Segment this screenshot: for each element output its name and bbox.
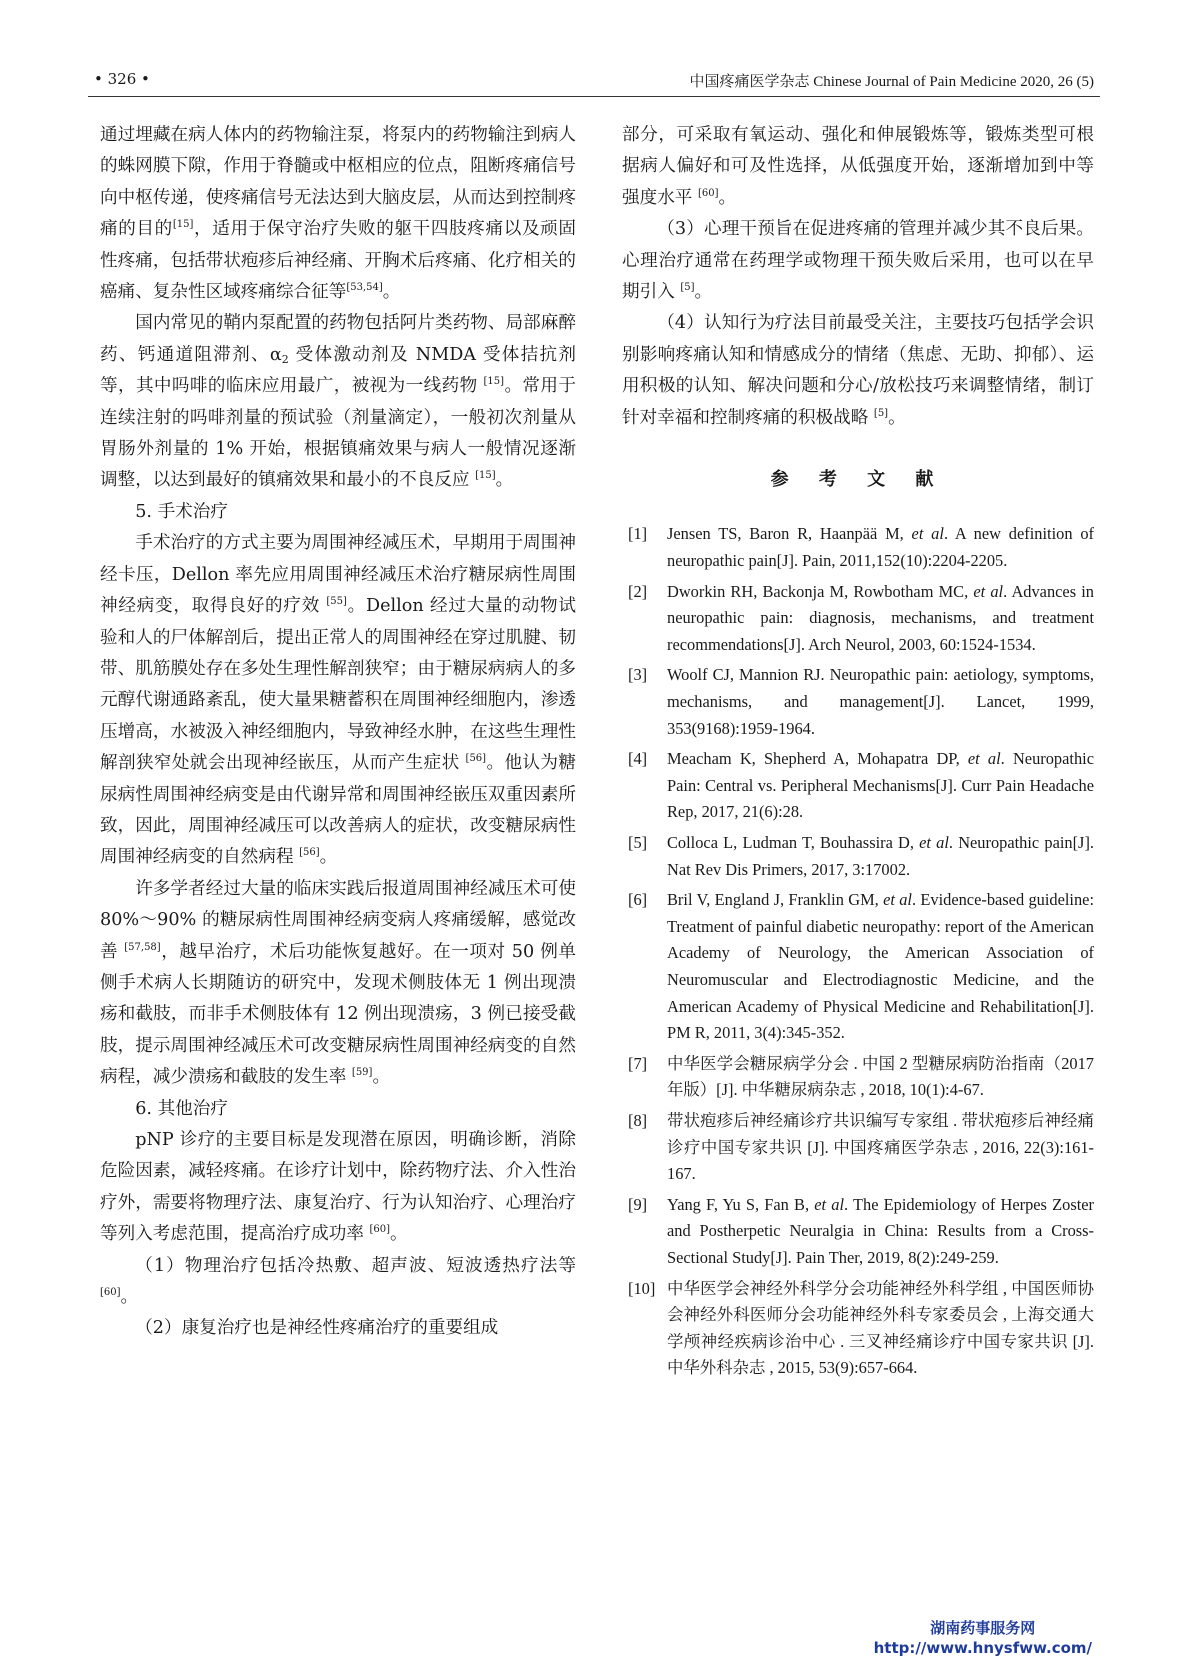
citation[interactable]: [59] xyxy=(351,1067,373,1079)
citation[interactable]: [60] xyxy=(100,1287,121,1299)
left-column xyxy=(100,120,576,1345)
section-heading: 5. 手术治疗 xyxy=(135,501,228,522)
paragraph: 通过埋藏在病人体内的药物输注泵，将泵内的药物输注到病人的蛛网膜下隙，作用于脊髓或中枢相应的位点，阻断疼痛信号向中枢传递，使疼痛信号无法达到大脑皮层，从而达到控制疼痛的目的[15]，适用于保守治疗失败的躯干四肢疼痛以及顽固性疼痛，包括带状疱疹后神经痛、开胸术后疼痛、化疗相关的癌痛、复杂性区域疼痛综合征等[53,54]。 xyxy=(100,125,576,303)
reference-item: [7] 中华医学会糖尿病学分会 . 中国 2 型糖尿病防治指南（2017 年版）[J]. 中华糖尿病杂志 , 2018, 10(1):4-67. xyxy=(628,1053,1094,1100)
right-column xyxy=(622,120,1094,1386)
citation[interactable]: [15] xyxy=(475,470,496,482)
citation[interactable]: [5] xyxy=(873,407,889,419)
journal-title: 中国疼痛医学杂志 Chinese Journal of Pain Medicine 2020, 26 (5) xyxy=(689,74,1094,90)
citation[interactable]: [57,58] xyxy=(124,941,161,953)
citation[interactable]: [60] xyxy=(697,187,719,199)
citation[interactable]: [56] xyxy=(299,847,320,859)
paragraph: （1）物理治疗包括冷热敷、超声波、短波透热疗法等 [60]。 xyxy=(100,1255,576,1308)
reference-item: [3] Woolf CJ, Mannion RJ. Neuropathic pain: aetiology, symptoms, mechanisms, and management[J]. Lancet, 1999, 353(9168):1959-1964. xyxy=(628,665,1094,738)
site-watermark xyxy=(874,1618,1092,1658)
watermark-site-name: 湖南药事服务网 xyxy=(930,1619,1036,1637)
paragraph: 许多学者经过大量的临床实践后报道周围神经减压术可使 80%～90% 的糖尿病性周围神经病变病人疼痛缓解，感觉改善 [57,58]，越早治疗，术后功能恢复越好。在一项对 50 例单侧手术病人长期随访的研究中，发现术侧肢体无 1 例出现溃疡和截肢，而非手术侧肢体有 12 例出现溃疡，3 例已接受截肢，提示周围神经减压术可改变糖尿病性周围神经病变的自然病程，减少溃疡和截肢的发生率 [59]。 xyxy=(100,878,577,1088)
paragraph: 国内常见的鞘内泵配置的药物包括阿片类药物、局部麻醉药、钙通道阻滞剂、$\alpha_2$ 受体激动剂及 NMDA 受体拮抗剂等，其中吗啡的临床应用最广，被视为一线药物 [15]。常用于连续注射的吗啡剂量的预试验（剂量滴定），一般初次剂量从胃肠外剂量的 1% 开始，根据镇痛效果与病人一般情况逐渐调整，以达到最好的镇痛效果和最小的不良反应 [15]。 xyxy=(100,313,576,491)
citation[interactable]: [56] xyxy=(465,753,487,765)
reference-item: [10] 中华医学会神经外科学分会功能神经外科学组 , 中国医师协会神经外科医师分会功能神经外科专家委员会 , 上海交通大学颅神经疾病诊治中心 . 三叉神经痛诊疗中国专家共识 [J]. 中华外科杂志 , 2015, 53(9):657-664. xyxy=(628,1278,1094,1378)
paragraph: 手术治疗的方式主要为周围神经减压术，早期用于周围神经卡压，Dellon 率先应用周围神经减压术治疗糖尿病性周围神经病变，取得良好的疗效 [55]。Dellon 经过大量的动物试验和人的尸体解剖后，提出正常人的周围神经在穿过肌腱、韧带、肌筋膜处存在多处生理性解剖狭窄；由于糖尿病病人的多元醇代谢通路紊乱，使大量果糖蓄积在周围神经细胞内，渗透压增高，水被汲入神经细胞内，导致神经水肿，在这些生理性解剖狭窄处就会出现神经嵌压，从而产生症状 [56]。他认为糖尿病性周围神经病变是由代谢异常和周围神经嵌压双重因素所致，因此，周围神经减压可以改善病人的症状，改变糖尿病性周围神经病变的自然病程 [56]。 xyxy=(100,533,576,868)
references-heading: 参 考 文 献 xyxy=(770,469,946,491)
reference-item: [8] 带状疱疹后神经痛诊疗共识编写专家组 . 带状疱疹后神经痛诊疗中国专家共识 [J]. 中国疼痛医学杂志 , 2016, 22(3):161-167. xyxy=(628,1110,1094,1184)
reference-item: [2] Dworkin RH, Backonja M, Rowbotham MC, et al. Advances in neuropathic pain: diagnosis, mechanisms, and treatment recommendations[J]. Arch Neurol, 2003, 60:1524-1534. xyxy=(628,581,1094,654)
citation[interactable]: [5] xyxy=(680,282,695,294)
paragraph: （2）康复治疗也是神经性疼痛治疗的重要组成 xyxy=(135,1318,499,1339)
reference-item: [6] Bril V, England J, Franklin GM, et al. Evidence-based guideline: Treatment of painful diabetic neuropathy: report of the American Academy of Neurology, the American Association of Neuromuscular and Electrodiagnostic Medicine, and the American Academy of Physical Medicine and Rehabilitation[J]. PM R, 2011, 3(4):345-352. xyxy=(628,890,1094,1043)
watermark-url[interactable]: http://www.hnysfww.com/ xyxy=(873,1639,1092,1657)
citation[interactable]: [15] xyxy=(172,219,194,231)
citation[interactable]: [53,54] xyxy=(346,282,383,294)
reference-item: [5] Colloca L, Ludman T, Bouhassira D, et al. Neuropathic pain[J]. Nat Rev Dis Primers, 2017, 3:17002. xyxy=(628,833,1094,879)
reference-item: [1] Jensen TS, Baron R, Haanpää M, et al. A new definition of neuropathic pain[J]. Pain, 2011,152(10):2204-2205. xyxy=(628,524,1094,571)
page-number: • 326 • xyxy=(94,70,150,88)
reference-item: [9] Yang F, Yu S, Fan B, et al. The Epidemiology of Herpes Zoster and Postherpetic Neuralgia in China: Results from a Cross-Sectional Study[J]. Pain Ther, 2019, 8(2):249-259. xyxy=(628,1194,1094,1267)
citation[interactable]: [15] xyxy=(483,376,505,388)
running-header xyxy=(88,66,1100,97)
paragraph: （4）认知行为疗法目前最受关注，主要技巧包括学会识别影响疼痛认知和情感成分的情绪（焦虑、无助、抑郁）、运用积极的认知、解决问题和分心/放松技巧来调整情绪，制订针对幸福和控制疼痛的积极战略 [5]。 xyxy=(622,313,1094,428)
reference-item: [4] Meacham K, Shepherd A, Mohapatra DP, et al. Neuropathic Pain: Central vs. Peripheral Mechanisms[J]. Curr Pain Headache Rep, 2017, 21(6):28. xyxy=(628,749,1094,822)
reference-list xyxy=(622,521,1094,1381)
citation[interactable]: [55] xyxy=(326,596,347,608)
citation[interactable]: [60] xyxy=(369,1224,391,1236)
paragraph: （3）心理干预旨在促进疼痛的管理并减少其不良后果。心理治疗通常在药理学或物理干预失败后采用，也可以在早期引入 [5]。 xyxy=(622,219,1094,303)
section-heading: 6. 其他治疗 xyxy=(135,1098,228,1119)
paragraph: 部分，可采取有氧运动、强化和伸展锻炼等，锻炼类型可根据病人偏好和可及性选择，从低强度开始，逐渐增加到中等强度水平 [60]。 xyxy=(622,125,1094,208)
paragraph: pNP 诊疗的主要目标是发现潜在原因，明确诊断，消除危险因素，减轻疼痛。在诊疗计划中，除药物疗法、介入性治疗外，需要将物理疗法、康复治疗、行为认知治疗、心理治疗等列入考虑范围，提高治疗成功率 [60]。 xyxy=(100,1130,576,1245)
